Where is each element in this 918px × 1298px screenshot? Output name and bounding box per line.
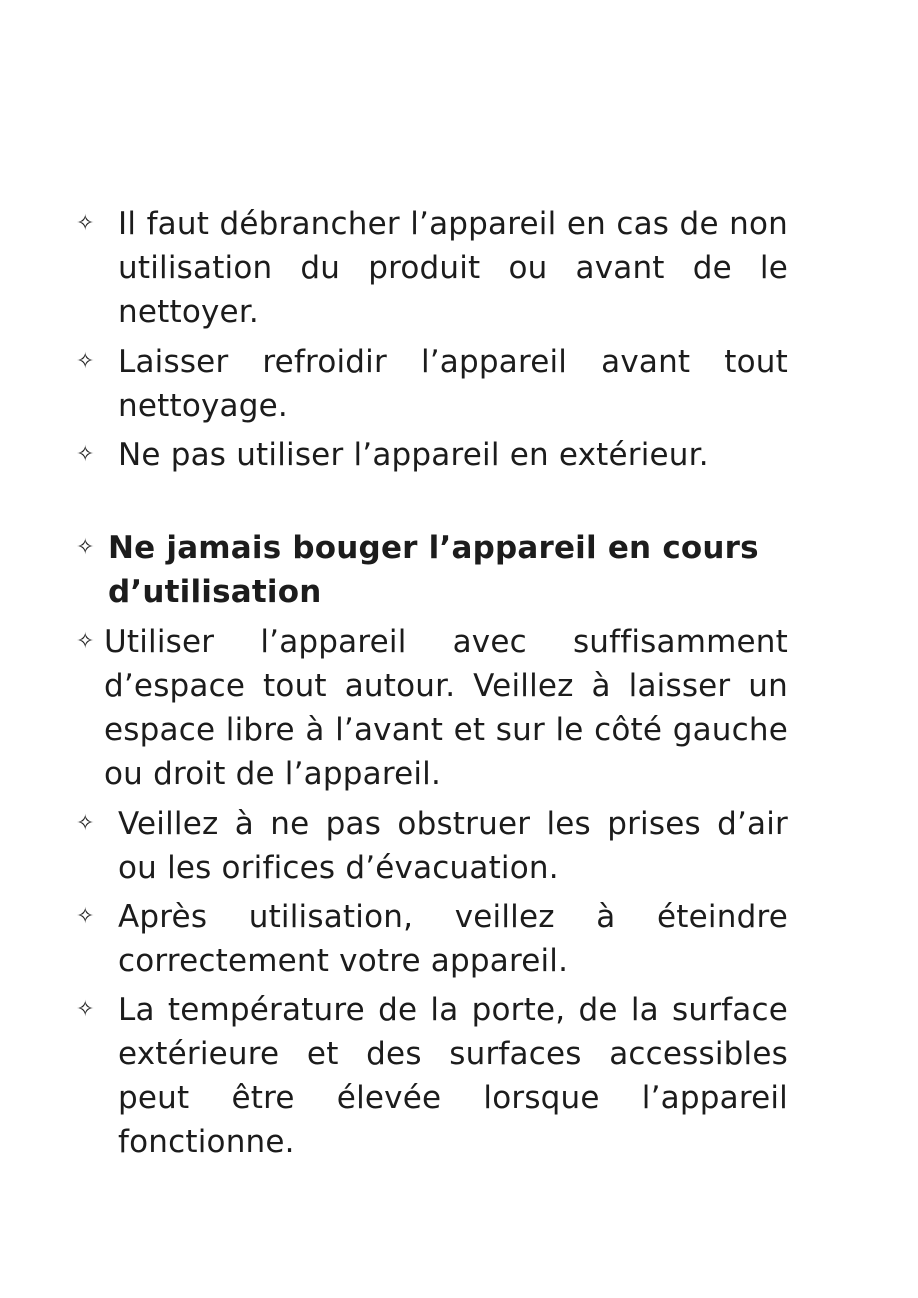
list-item	[76, 202, 788, 334]
diamond-bullet-icon: ✧	[76, 535, 95, 560]
diamond-bullet-icon: ✧	[76, 442, 95, 467]
list-item	[76, 802, 788, 890]
list-item	[76, 620, 788, 796]
diamond-bullet-icon: ✧	[76, 349, 95, 374]
list-item	[76, 340, 788, 428]
list-item	[76, 433, 788, 477]
list-item-text: Il faut débrancher l’appareil en cas de non utilisation du produit ou avant de le nettoyer.	[118, 206, 788, 330]
list-item	[76, 895, 788, 983]
list-item-text: Veillez à ne pas obstruer les prises d’air ou les orifices d’évacuation.	[118, 806, 788, 886]
list-item-text: Après utilisation, veillez à éteindre correctement votre appareil.	[118, 899, 788, 979]
diamond-bullet-icon: ✧	[76, 211, 95, 236]
diamond-bullet-icon: ✧	[76, 811, 95, 836]
diamond-bullet-icon: ✧	[76, 629, 95, 654]
list-item-text: Laisser refroidir l’appareil avant tout nettoyage.	[118, 344, 788, 424]
list-item-text: La température de la porte, de la surface extérieure et des surfaces accessibles peut être élevée lorsque l’appareil fonctionne.	[118, 992, 788, 1160]
list-item-emphasized	[76, 526, 788, 614]
list-item	[76, 988, 788, 1164]
list-item-text: Utiliser l’appareil avec suffisamment d’espace tout autour. Veillez à laisser un espace libre à l’avant et sur le côté gauche ou droit de l’appareil.	[104, 624, 788, 792]
diamond-bullet-icon: ✧	[76, 997, 95, 1022]
list-item-text: Ne jamais bouger l’appareil en cours d’utilisation	[108, 530, 759, 610]
list-item-text: Ne pas utiliser l’appareil en extérieur.	[118, 437, 709, 473]
diamond-bullet-icon: ✧	[76, 904, 95, 929]
